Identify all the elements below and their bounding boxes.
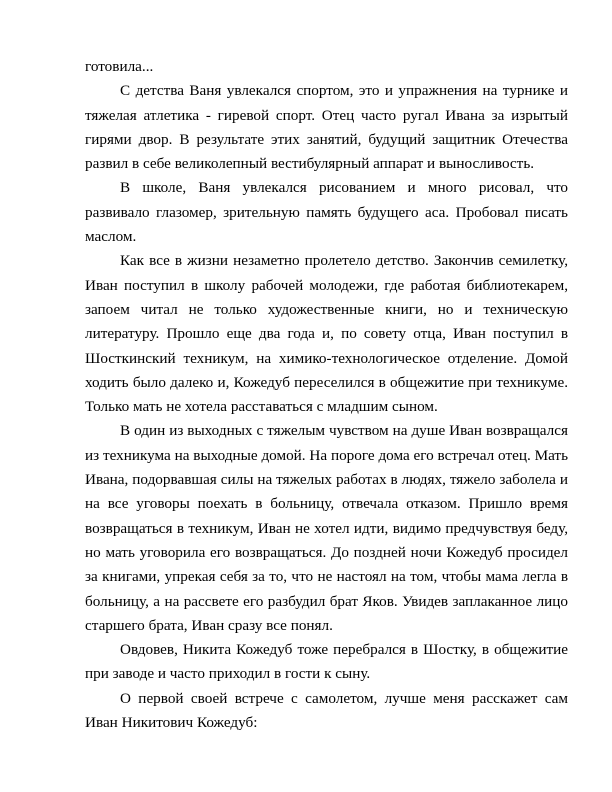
paragraph-school-drawing: В школе, Ваня увлекался рисованием и много рисовал, что развивало глазомер, зрительную память будущего аса. Пробовал писать маслом. <box>85 179 568 246</box>
paragraph-continuation: готовила... <box>85 58 154 75</box>
paragraph-technical-school: Как все в жизни незаметно пролетело детство. Закончив семилетку, Иван поступил в школу рабочей молодежи, где работая библиотекарем, запоем читал не только художественные книги, но и техническую литературу. Прошло еще два года и, по совету отца, Иван поступил в Шосткинский техникум, на химико-технологическое отделение. Домой ходить было далеко и, Кожедуб переселился в общежитие при техникуме. Только мать не хотела расставаться с младшим сыном. <box>85 252 568 416</box>
document-body <box>85 55 568 735</box>
paragraph-mother-illness: В один из выходных с тяжелым чувством на душе Иван возвращался из техникума на выходные домой. На пороге дома его встречал отец. Мать Ивана, подорвавшая силы на тяжелых работах в людях, тяжело заболела и на все уговоры поехать в больницу, отвечала отказом. Пришло время возвращаться в техникум, Иван не хотел идти, видимо предчувствуя беду, но мать уговорила его возвращаться. До поздней ночи Кожедуб просидел за книгами, упрекая себя за то, что не настоял на том, чтобы мама легла в больницу, а на рассвете его разбудил брат Яков. Увидев заплаканное лицо старшего брата, Иван сразу все понял. <box>85 422 568 634</box>
paragraph-father-moved: Овдовев, Никита Кожедуб тоже перебрался в Шостку, в общежитие при заводе и часто приходил в гости к сыну. <box>85 641 568 683</box>
paragraph-childhood-sports: С детства Ваня увлекался спортом, это и упражнения на турнике и тяжелая атлетика - гиревой спорт. Отец часто ругал Ивана за изрытый гирями двор. В результате этих занятий, будущий защитник Отечества развил в себе великолепный вестибулярный аппарат и выносливость. <box>85 82 568 173</box>
paragraph-first-airplane: О первой своей встрече с самолетом, лучше меня расскажет сам Иван Никитович Кожедуб: <box>85 689 568 732</box>
